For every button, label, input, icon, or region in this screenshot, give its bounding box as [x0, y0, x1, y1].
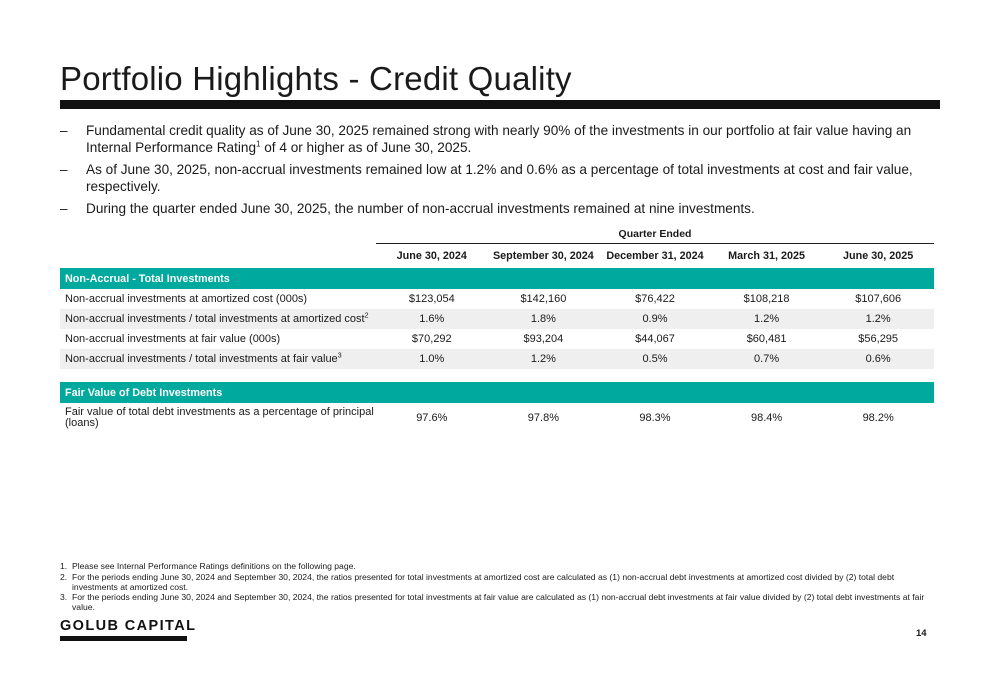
table-cell: 1.2% [530, 353, 556, 365]
bullet-dash: – [60, 162, 68, 177]
column-header-row [60, 244, 934, 268]
footnote-item [60, 572, 940, 592]
footnote-number: 1. [60, 561, 68, 571]
table-cell: 1.2% [865, 313, 891, 325]
table-cell: $56,295 [858, 333, 899, 345]
bullet-text: As of June 30, 2025, non-accrual investments remained low at 1.2% and 0.6% as a percentage of total investments at cost and fair value, respectively. [86, 162, 913, 194]
section-spacer [60, 369, 934, 382]
table-cell: $108,218 [743, 293, 790, 305]
table-cell: $70,292 [411, 333, 452, 345]
bullet-text [86, 122, 940, 156]
table-cell: 1.6% [419, 313, 445, 325]
row-label-text: Non-accrual investments / total investments at fair value [65, 353, 338, 365]
table-cell: $123,054 [408, 293, 455, 305]
table-cell: 1.8% [530, 313, 556, 325]
table-row [60, 329, 934, 349]
column-header: March 31, 2025 [728, 250, 805, 262]
credit-quality-table [60, 226, 934, 433]
row-label: Fair value of total debt investments as a percentage of principal (loans) [65, 406, 374, 429]
table-cell: 0.7% [754, 353, 780, 365]
page-number: 14 [916, 628, 927, 639]
logo-underline [60, 636, 187, 641]
footnote-ref: 1 [256, 139, 261, 149]
column-header: June 30, 2024 [396, 250, 467, 262]
company-logo: GOLUB CAPITAL [60, 618, 197, 634]
footnotes [60, 561, 940, 613]
bullet-dash: – [60, 123, 68, 138]
table-row [60, 403, 934, 433]
table-cell: $142,160 [520, 293, 567, 305]
section-header-non-accrual: Non-Accrual - Total Investments [60, 268, 934, 289]
bullet-dash: – [60, 201, 68, 216]
table-cell: $107,606 [855, 293, 902, 305]
group-header-row [60, 226, 934, 244]
table-cell: 0.6% [865, 353, 891, 365]
table-cell: 97.8% [527, 412, 559, 424]
footnote-number: 2. [60, 571, 68, 582]
table-cell: 98.3% [639, 412, 671, 424]
row-label [60, 313, 376, 325]
footnote-ref: 2 [364, 312, 369, 320]
table-cell: $76,422 [635, 293, 675, 305]
table-cell: 98.4% [750, 412, 783, 424]
title-divider [60, 100, 940, 109]
column-header: June 30, 2025 [843, 250, 914, 262]
bullet-text-main: Fundamental credit quality as of June 30, 2025 remained strong with nearly 90% of the investments in our portfolio at fair value having an Internal Performance Rating [86, 123, 912, 155]
row-label [60, 353, 376, 365]
header-rule [376, 243, 934, 244]
table-cell: 0.5% [642, 353, 668, 365]
table-cell: $44,067 [635, 333, 675, 345]
row-label [60, 333, 376, 345]
table-cell: $60,481 [746, 333, 787, 345]
footnote-number: 3. [60, 592, 68, 602]
table-cell: 1.0% [419, 353, 445, 365]
footnote-text: For the periods ending June 30, 2024 and September 30, 2024, the ratios presented for total investments at amortized cost are calculated as (1) non-accrual debt investments at amortized cost divided by (2) total debt investments at amortized cost. [72, 571, 895, 592]
section-header-fair-value: Fair Value of Debt Investments [60, 382, 934, 403]
footnote-text: Please see Internal Performance Ratings definitions on the following page. [72, 561, 356, 571]
column-header: December 31, 2024 [606, 250, 704, 262]
table-row [60, 349, 934, 369]
table-cell: 98.2% [862, 412, 894, 424]
footnote-ref: 3 [337, 352, 342, 360]
table-cell: $93,204 [523, 333, 564, 345]
footnote-item [60, 592, 940, 612]
table-cell: 1.2% [754, 313, 780, 325]
row-label [60, 293, 376, 305]
table-row [60, 289, 934, 309]
footnote-text: For the periods ending June 30, 2024 and September 30, 2024, the ratios presented for total investments at fair value are calculated as (1) non-accrual debt investments at fair value divided by (2) total debt investments at fair value. [72, 592, 925, 612]
table-cell: 97.6% [416, 412, 448, 424]
column-header: September 30, 2024 [492, 250, 594, 262]
footnote-item [60, 561, 940, 571]
bullet-text-tail: of 4 or higher as of June 30, 2025. [260, 140, 472, 155]
bullet-item [60, 161, 940, 195]
bullet-item [60, 122, 940, 156]
row-label-text: Non-accrual investments at fair value (000s) [65, 333, 281, 345]
highlights-list [60, 122, 940, 222]
table-row [60, 309, 934, 329]
bullet-text: During the quarter ended June 30, 2025, the number of non-accrual investments remained at nine investments. [86, 201, 755, 216]
bullet-item [60, 200, 940, 217]
row-label-text: Non-accrual investments at amortized cost (000s) [65, 293, 308, 305]
table-cell: 0.9% [642, 313, 668, 325]
row-label-text: Non-accrual investments / total investments at amortized cost [65, 313, 365, 325]
page-title: Portfolio Highlights - Credit Quality [60, 60, 572, 97]
quarter-ended-header: Quarter Ended [618, 228, 692, 240]
